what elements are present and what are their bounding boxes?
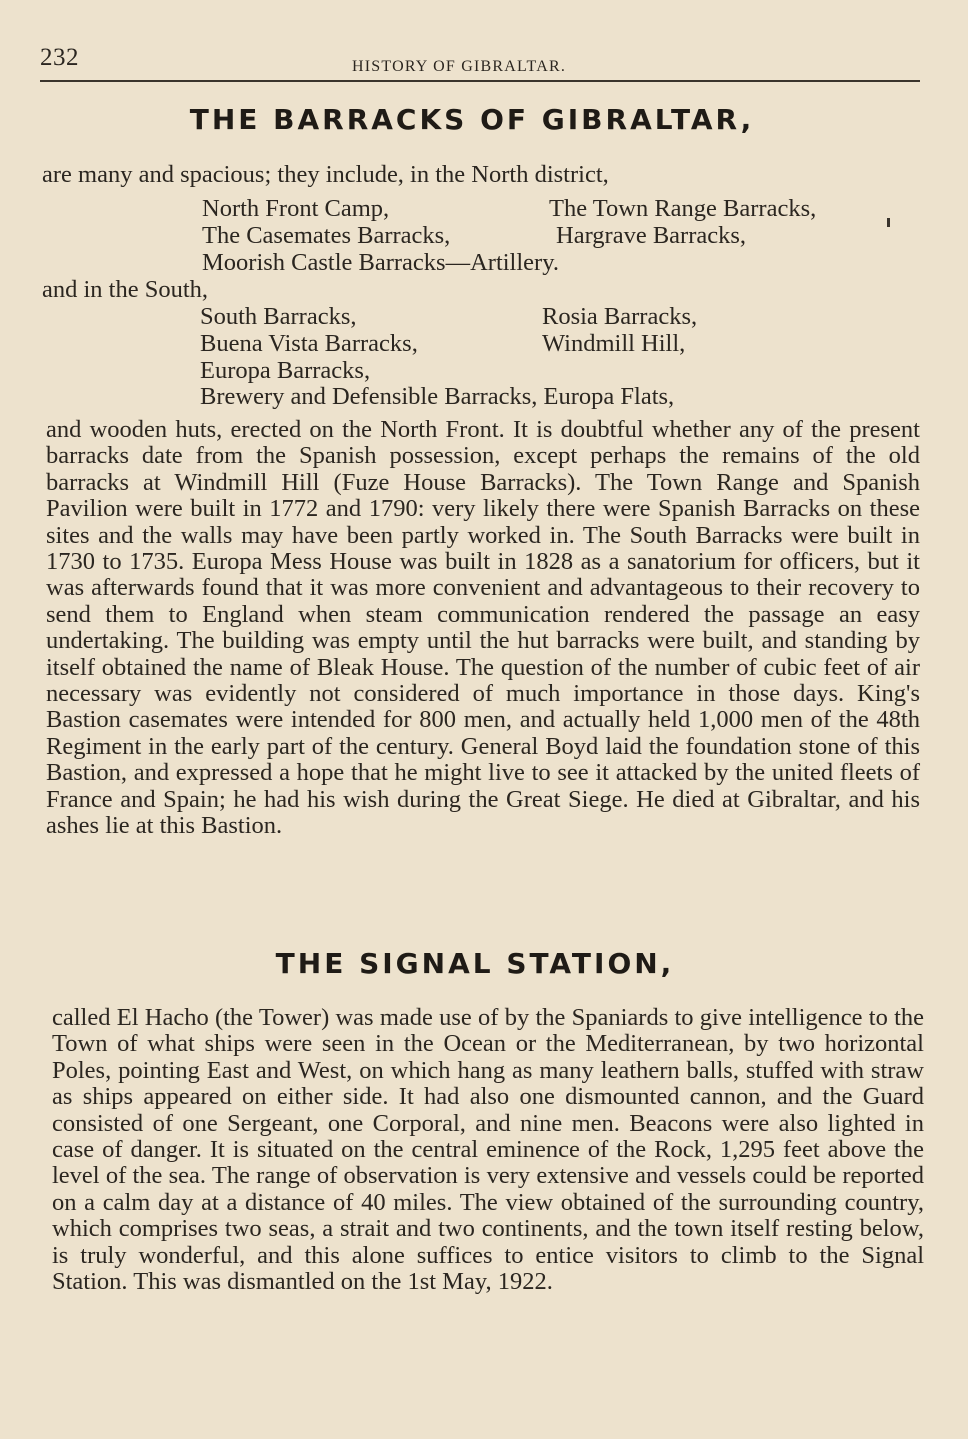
signal-station-paragraph: called El Hacho (the Tower) was made use of by the Spaniards to give intelligence to the Town of what ships were seen in the Ocean or the Mediterranean, by two horizontal Poles, pointing East and West, on which hang as many leathern balls, stuffed with straw as ships appeared on either side. It had also one dismounted cannon, and the Guard consisted of one Sergeant, one Corporal, and nine men. Beacons were also lighted in case of danger. It is situated on the central eminence of the Rock, 1,295 feet above the level of the sea. The range of observation is very extensive and vessels could be reported on a calm day at a distance of 40 miles. The view obtained of the surrounding country, which comprises two seas, a strait and two continents, and the town itself resting below, is truly wonderful, and this alone suffices to entice visitors to climb to the Signal Station. This was dismantled on the 1st May, 1922. [52,1004,924,1296]
header-rule [40,80,920,82]
north-list-item: The Town Range Barracks, [549,195,817,222]
south-list-item: Windmill Hill, [542,330,686,357]
south-list-item: Europa Barracks, [200,357,371,384]
south-list-item: Brewery and Defensible Barracks, Europa Flats, [200,383,675,410]
north-list-item: Hargrave Barracks, [556,222,747,249]
north-list-item: The Casemates Barracks, [202,222,451,249]
barracks-paragraph: and wooden huts, erected on the North Front. It is doubtful whether any of the present barracks date from the Spanish possession, except perhaps the remains of the old barracks at Windmill Hill (Fuze House Barracks). The Town Range and Spanish Pavilion were built in 1772 and 1790: very likely there were Spanish Barracks on these sites and the walls may have been partly worked in. The South Barracks were built in 1730 to 1735. Europa Mess House was built in 1828 as a sanatorium for officers, but it was afterwards found that it was more convenient and advantageous to their recovery to send them to England when steam communication rendered the passage an easy undertaking. The building was empty until the hut barracks were built, and standing by itself obtained the name of Bleak House. The question of the number of cubic feet of air necessary was evidently not considered of much importance in those days. King's Bastion casemates were intended for 800 men, and actually held 1,000 men of the 48th Regiment in the early part of the century. General Boyd laid the foundation stone of this Bastion, and expressed a hope that he might live to see it attacked by the united fleets of France and Spain; he had his wish during the Great Siege. He died at Gibraltar, and his ashes lie at this Bastion. [46,416,920,840]
north-list-item: North Front Camp, [202,195,390,222]
signal-station-heading: THE SIGNAL STATION, [275,947,675,980]
running-title: HISTORY OF GIBRALTAR. [352,58,567,75]
barracks-heading: THE BARRACKS OF GIBRALTAR, [189,103,755,136]
south-list-item: South Barracks, [200,303,357,330]
south-intro: and in the South, [42,276,209,303]
south-list-item: Buena Vista Barracks, [200,330,418,357]
north-list-item: Moorish Castle Barracks—Artillery. [202,249,559,276]
page-number: 232 [40,44,79,71]
margin-mark [887,218,890,227]
south-list-item: Rosia Barracks, [542,303,698,330]
barracks-intro: are many and spacious; they include, in the North district, [42,161,609,188]
